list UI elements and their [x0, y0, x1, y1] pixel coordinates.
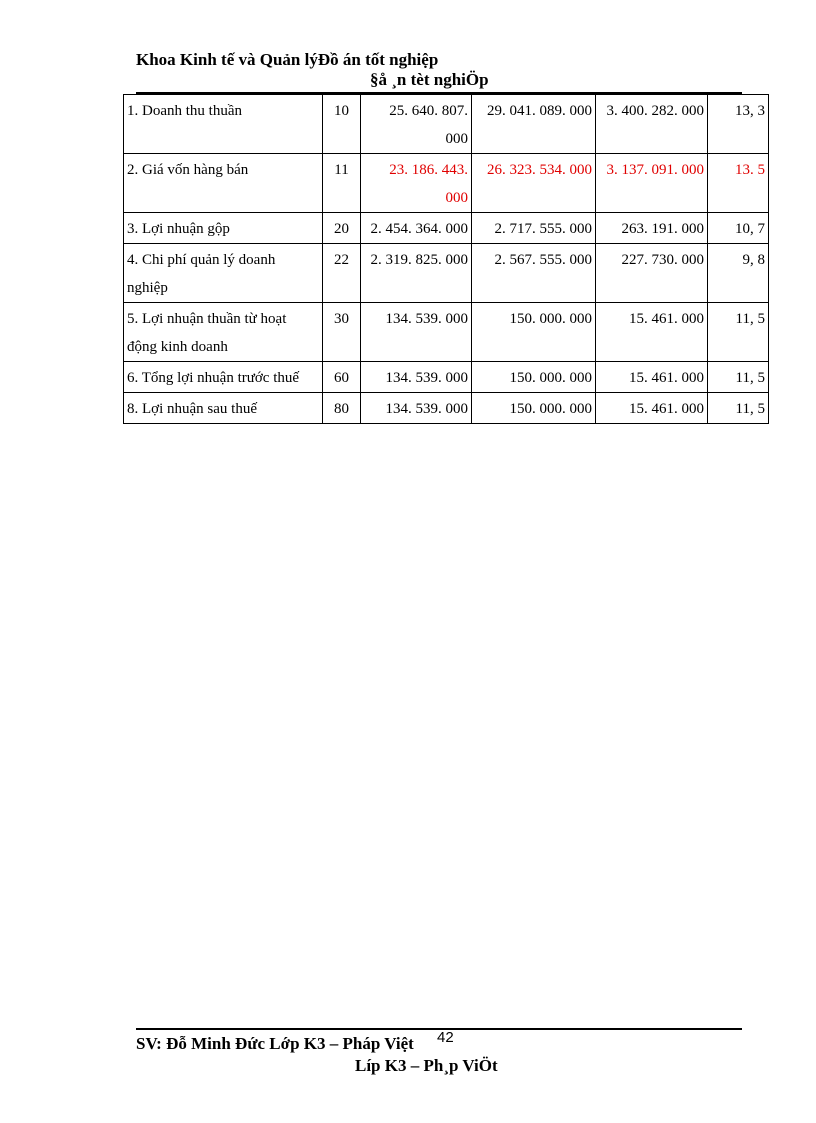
row-code: 30	[323, 303, 361, 362]
table-row	[124, 154, 769, 213]
row-code: 22	[323, 244, 361, 303]
previous-year-value: 23. 186. 443. 000	[361, 154, 472, 213]
table-row	[124, 393, 769, 424]
current-year-value: 150. 000. 000	[472, 362, 596, 393]
current-year-value: 2. 567. 555. 000	[472, 244, 596, 303]
percent-change: 11, 5	[708, 393, 769, 424]
row-code: 80	[323, 393, 361, 424]
row-code: 60	[323, 362, 361, 393]
percent-change: 11, 5	[708, 362, 769, 393]
table-row	[124, 362, 769, 393]
difference-value: 227. 730. 000	[596, 244, 708, 303]
table-row	[124, 303, 769, 362]
financial-results-table	[123, 94, 769, 424]
table-row	[124, 95, 769, 154]
percent-change: 13. 5	[708, 154, 769, 213]
difference-value: 15. 461. 000	[596, 303, 708, 362]
row-label: 1. Doanh thu thuần	[124, 95, 323, 154]
row-code: 10	[323, 95, 361, 154]
table-row	[124, 244, 769, 303]
percent-change: 13, 3	[708, 95, 769, 154]
footer-student-info: SV: Đỗ Minh Đức Lớp K3 – Pháp Việt	[136, 1034, 414, 1053]
difference-value: 3. 137. 091. 000	[596, 154, 708, 213]
percent-change: 11, 5	[708, 303, 769, 362]
row-label: 3. Lợi nhuận gộp	[124, 213, 323, 244]
difference-value: 3. 400. 282. 000	[596, 95, 708, 154]
row-label: 8. Lợi nhuận sau thuế	[124, 393, 323, 424]
footer-class-legacy-encoding: Líp K3 – Ph¸p ViÖt	[355, 1056, 498, 1075]
percent-change: 9, 8	[708, 244, 769, 303]
difference-value: 15. 461. 000	[596, 362, 708, 393]
header-title: Khoa Kinh tế và Quản lýĐồ án tốt nghiệp	[136, 50, 439, 69]
header-title-legacy-encoding: §å ¸n tèt nghiÖp	[370, 70, 489, 89]
row-code: 11	[323, 154, 361, 213]
current-year-value: 150. 000. 000	[472, 303, 596, 362]
current-year-value: 29. 041. 089. 000	[472, 95, 596, 154]
previous-year-value: 2. 454. 364. 000	[361, 213, 472, 244]
row-label: 5. Lợi nhuận thuần từ hoạt động kinh doanh	[124, 303, 323, 362]
difference-value: 263. 191. 000	[596, 213, 708, 244]
previous-year-value: 134. 539. 000	[361, 362, 472, 393]
previous-year-value: 134. 539. 000	[361, 393, 472, 424]
difference-value: 15. 461. 000	[596, 393, 708, 424]
current-year-value: 26. 323. 534. 000	[472, 154, 596, 213]
row-label: 2. Giá vốn hàng bán	[124, 154, 323, 213]
current-year-value: 150. 000. 000	[472, 393, 596, 424]
percent-change: 10, 7	[708, 213, 769, 244]
row-label: 4. Chi phí quản lý doanh nghiệp	[124, 244, 323, 303]
table-row	[124, 213, 769, 244]
previous-year-value: 2. 319. 825. 000	[361, 244, 472, 303]
row-code: 20	[323, 213, 361, 244]
row-label: 6. Tổng lợi nhuận trước thuế	[124, 362, 323, 393]
previous-year-value: 134. 539. 000	[361, 303, 472, 362]
page-number: 42	[437, 1029, 454, 1046]
current-year-value: 2. 717. 555. 000	[472, 213, 596, 244]
previous-year-value: 25. 640. 807. 000	[361, 95, 472, 154]
